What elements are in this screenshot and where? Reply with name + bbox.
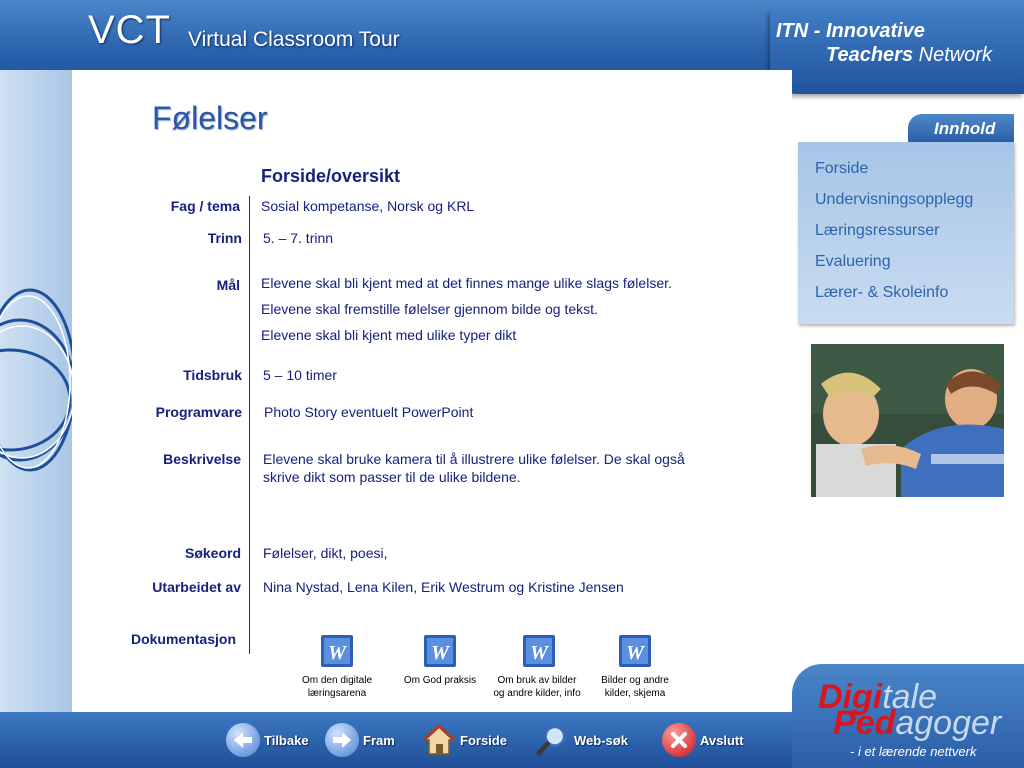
exit-button-label: Avslutt xyxy=(700,732,744,748)
trinn-label: Trinn xyxy=(207,230,242,246)
page-subtitle: Forside/oversikt xyxy=(261,166,401,186)
web-search-button-label: Web-søk xyxy=(574,732,628,748)
content-page xyxy=(72,70,792,710)
nav-item-undervisningsopplegg[interactable]: Undervisningsopplegg xyxy=(815,191,974,208)
innhold-heading: Innhold xyxy=(934,119,996,138)
itn-logo-line1: ITN - Innovative xyxy=(776,20,925,42)
maal-label: Mål xyxy=(216,277,240,293)
nav-item-laerer-skoleinfo[interactable]: Lærer- & Skoleinfo xyxy=(815,284,949,301)
magnifier-icon xyxy=(536,723,570,757)
beskrivelse-line-2: skrive dikt som passer til de ulike bildene. xyxy=(263,469,521,485)
word-icon[interactable] xyxy=(619,635,651,667)
web-search-button[interactable] xyxy=(536,720,628,760)
house-icon xyxy=(422,723,456,757)
fag-value: Sosial kompetanse, Norsk og KRL xyxy=(261,198,475,214)
document-link-1[interactable]: Om den digitale læringsarena xyxy=(301,675,373,699)
word-icon[interactable] xyxy=(424,635,456,667)
maal-line-3: Elevene skal bli kjent med ulike typer dikt xyxy=(261,327,517,343)
svg-text:W: W xyxy=(431,642,449,664)
document-link-3[interactable]: Om bruk av bilder og andre kilder, info xyxy=(493,675,581,699)
page-title: Følelser xyxy=(152,100,268,136)
itn-logo-line2 xyxy=(826,44,992,67)
classroom-photo xyxy=(811,344,1004,497)
trinn-value: 5. – 7. trinn xyxy=(263,230,334,246)
divider-line xyxy=(249,196,250,654)
dokumentasjon-label: Dokumentasjon xyxy=(130,631,236,647)
document-link-2[interactable]: Om God praksis xyxy=(403,675,477,686)
sokeord-value: Følelser, dikt, poesi, xyxy=(263,545,388,561)
tidsbruk-value: 5 – 10 timer xyxy=(263,367,337,383)
utarbeidet-label: Utarbeidet av xyxy=(152,579,241,595)
maal-line-2: Elevene skal fremstille følelser gjennom bilde og tekst. xyxy=(261,301,598,317)
tidsbruk-label: Tidsbruk xyxy=(183,367,242,383)
brand-tagline: - i et lærende nettverk xyxy=(850,744,977,759)
programvare-label: Programvare xyxy=(155,404,242,420)
brand-line-2: Pedagoger xyxy=(833,704,1002,742)
svg-text:W: W xyxy=(626,642,644,664)
utarbeidet-value: Nina Nystad, Lena Kilen, Erik Westrum og Kristine Jensen xyxy=(263,579,624,595)
word-icon[interactable] xyxy=(321,635,353,667)
back-button[interactable] xyxy=(226,720,309,760)
vct-subtitle: Virtual Classroom Tour xyxy=(188,28,400,51)
exit-button[interactable] xyxy=(662,720,744,760)
itn-network: Network xyxy=(913,44,992,66)
sokeord-label: Søkeord xyxy=(184,545,241,561)
nav-item-laeringsressurser[interactable]: Læringsressurser xyxy=(815,222,940,239)
nav-item-evaluering[interactable]: Evaluering xyxy=(815,253,891,270)
arrow-left-icon xyxy=(226,723,260,757)
home-button[interactable] xyxy=(422,720,507,760)
itn-teachers: Teachers xyxy=(826,44,914,66)
close-icon xyxy=(662,723,696,757)
back-button-label: Tilbake xyxy=(264,732,309,748)
brand-line-1: Digitale xyxy=(818,678,938,716)
fag-label: Fag / tema xyxy=(170,198,240,214)
nav-item-forside[interactable]: Forside xyxy=(815,160,869,177)
svg-text:W: W xyxy=(530,642,548,664)
home-button-label: Forside xyxy=(460,732,507,748)
svg-text:W: W xyxy=(328,642,346,664)
maal-line-1: Elevene skal bli kjent med at det finnes mange ulike slags følelser. xyxy=(261,275,672,291)
beskrivelse-label: Beskrivelse xyxy=(163,451,241,467)
forward-button[interactable] xyxy=(325,720,395,760)
beskrivelse-line-1: Elevene skal bruke kamera til å illustrere ulike følelser. De skal også xyxy=(263,451,685,467)
forward-button-label: Fram xyxy=(363,732,395,748)
vct-logo: VCT xyxy=(88,8,171,52)
left-decoration xyxy=(0,70,72,720)
word-icon[interactable] xyxy=(523,635,555,667)
document-link-4[interactable]: Bilder og andre kilder, skjema xyxy=(601,675,669,699)
programvare-value: Photo Story eventuelt PowerPoint xyxy=(264,404,474,420)
arrow-right-icon xyxy=(325,723,359,757)
